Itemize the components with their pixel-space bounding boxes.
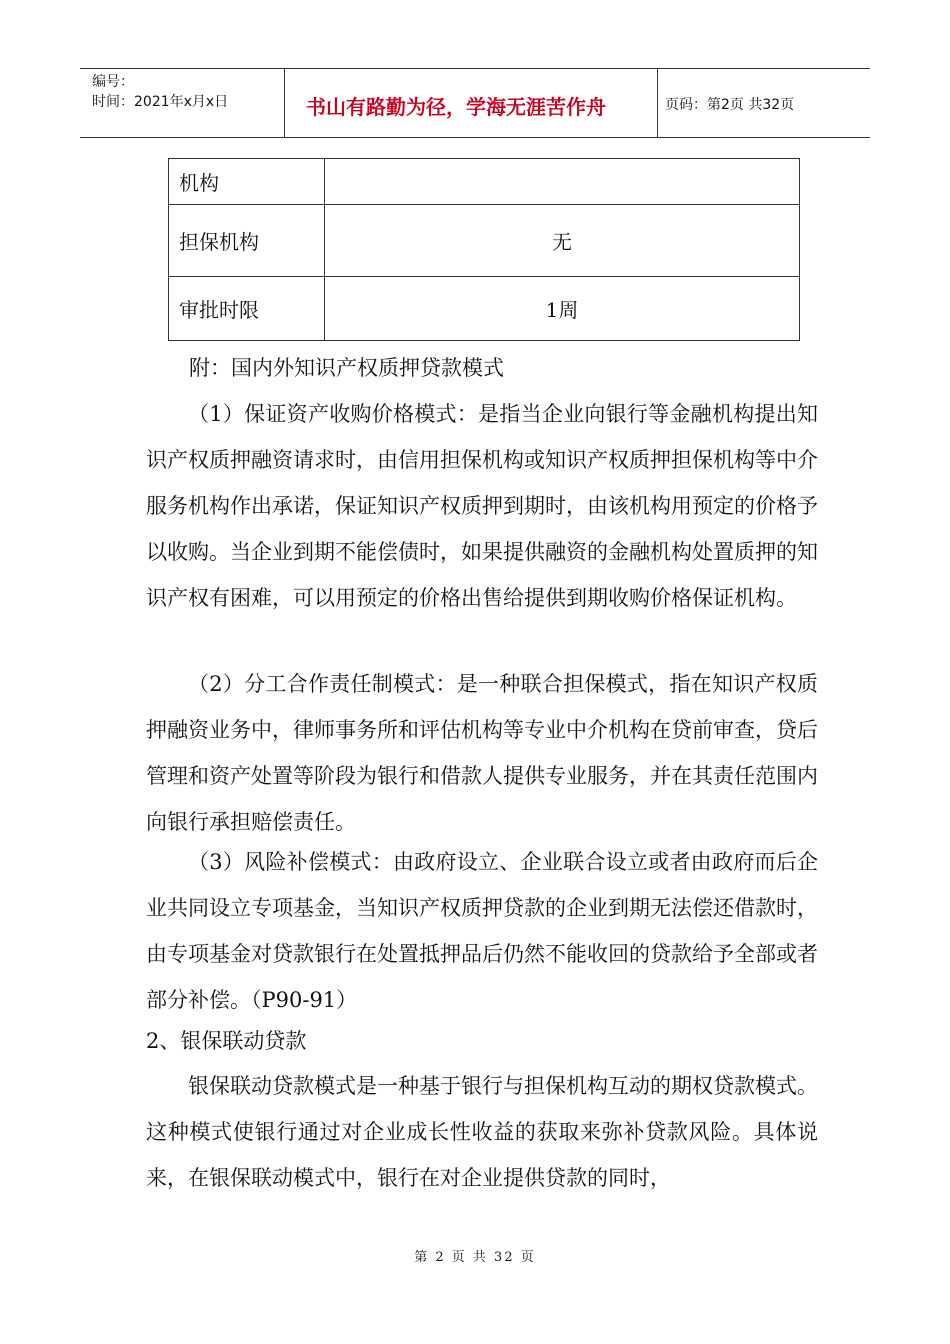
table-label-cell: 担保机构 <box>169 205 325 277</box>
table-value-cell <box>325 159 800 205</box>
header-motto-cell <box>284 69 658 137</box>
table-value-cell: 1周 <box>325 277 800 341</box>
table-value-cell: 无 <box>325 205 800 277</box>
section-2-title: 2、银保联动贷款 <box>146 1029 307 1053</box>
paragraph-1: （1）保证资产收购价格模式：是指当企业向银行等金融机构提出知识产权质押融资请求时，由信用担保机构或知识产权质押担保机构等中介服务机构作出承诺，保证知识产权质押到期时，由该机构用预定的价格予以收购。当企业到期不能偿债时，如果提供融资的金融机构处置质押的知识产权有困难，可以用预定的价格出售给提供到期收购价格保证机构。 <box>146 402 818 610</box>
table-row <box>169 205 800 277</box>
table-row <box>169 277 800 341</box>
paragraph-4: 银保联动贷款模式是一种基于银行与担保机构互动的期权贷款模式。这种模式使银行通过对企业成长性收益的获取来弥补贷款风险。具体说来，在银保联动模式中，银行在对企业提供贷款的同时， <box>146 1074 818 1190</box>
header-meta <box>80 69 285 137</box>
page-footer: 第 2 页 共 32 页 <box>414 1250 536 1265</box>
number-label: 编号： <box>92 74 134 90</box>
document-header <box>80 68 870 138</box>
header-page-cell <box>657 69 870 137</box>
header-page-info: 页码：第2页 共32页 <box>665 97 795 113</box>
info-table <box>168 158 800 341</box>
appendix-title: 附：国内外知识产权质押贷款模式 <box>189 356 504 380</box>
paragraph-2: （2）分工合作责任制模式：是一种联合担保模式，指在知识产权质押融资业务中，律师事务所和评估机构等专业中介机构在贷前审查，贷后管理和资产处置等阶段为银行和借款人提供专业服务，并在其责任范围内向银行承担赔偿责任。 <box>146 672 818 834</box>
table-label-cell: 审批时限 <box>169 277 325 341</box>
table-row <box>169 159 800 205</box>
header-motto: 书山有路勤为径，学海无涯苦作舟 <box>306 95 606 119</box>
paragraph-3: （3）风险补偿模式：由政府设立、企业联合设立或者由政府而后企业共同设立专项基金，当知识产权质押贷款的企业到期无法偿还借款时，由专项基金对贷款银行在处置抵押品后仍然不能收回的贷款给予全部或者部分补偿。（P90-91） <box>146 850 818 1012</box>
table-label-cell: 机构 <box>169 159 325 205</box>
time-label: 时间：2021年x月x日 <box>92 94 229 110</box>
